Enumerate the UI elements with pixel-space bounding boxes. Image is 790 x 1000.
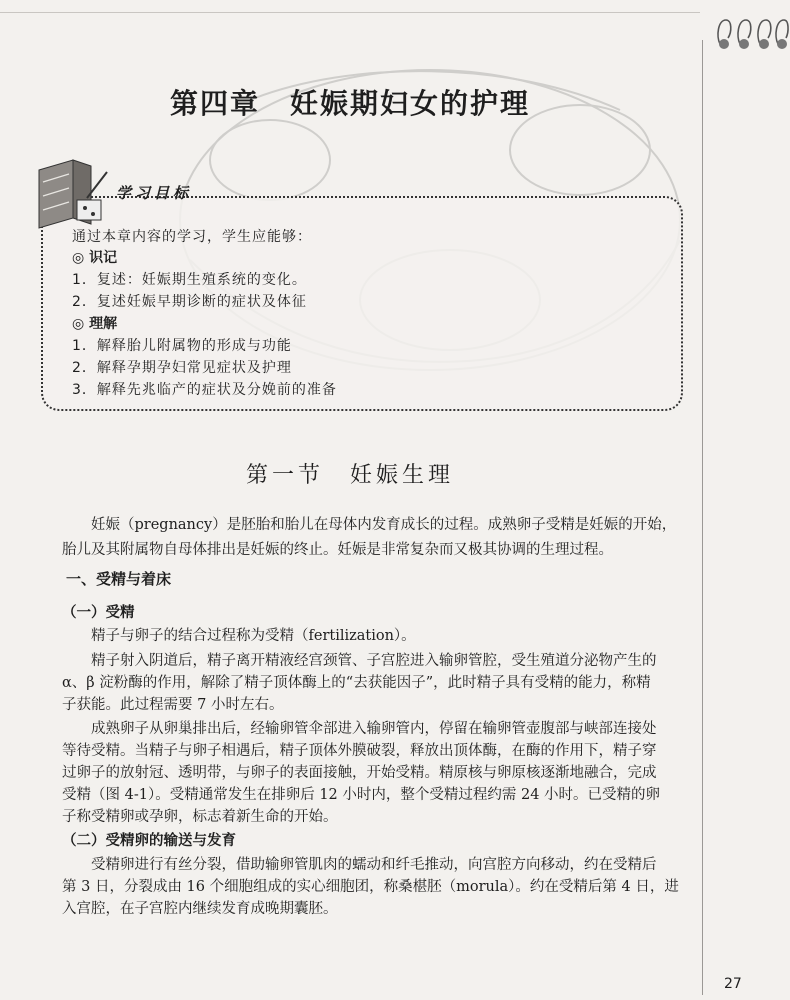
heading-level-1: 一、受精与着床 [66, 570, 172, 588]
goals-group-heading: ◎ 识记 [72, 250, 118, 266]
paragraph-line: 子称受精卵或孕卵，标志着新生命的开始。 [62, 809, 338, 825]
paragraph-line: α、β 淀粉酶的作用，解除了精子顶体酶上的“去获能因子”，此时精子具有受精的能力，称精 [62, 675, 651, 691]
books-icon [33, 152, 113, 232]
heading-level-2: （一）受精 [62, 605, 135, 621]
goals-intro: 通过本章内容的学习，学生应能够： [72, 229, 312, 245]
goals-item: 1．解释胎儿附属物的形成与功能 [72, 338, 292, 354]
paragraph-line: 过卵子的放射冠、透明带，与卵子的表面接触，开始受精。精原核与卵原核逐渐地融合，完成 [62, 765, 657, 781]
binder-rings-icon [712, 14, 790, 50]
goals-item: 1．复述：妊娠期生殖系统的变化。 [72, 272, 307, 288]
chapter-title: 第四章 妊娠期妇女的护理 [169, 87, 530, 120]
heading-level-2: （二）受精卵的输送与发育 [62, 833, 236, 849]
goals-item: 2．解释孕期孕妇常见症状及护理 [72, 360, 292, 376]
definition-line: 精子与卵子的结合过程称为受精（fertilization）。 [91, 628, 416, 644]
paragraph-line: 受精（图 4-1）。受精通常发生在排卵后 12 小时内，整个受精过程约需 24 小时。已受精的卵 [62, 787, 661, 803]
goals-item: 2．复述妊娠早期诊断的症状及体征 [72, 294, 307, 310]
header-rule [0, 12, 700, 13]
paragraph-line: 入宫腔，在子宫腔内继续发育成晚期囊胚。 [62, 901, 338, 917]
section-title: 第一节 妊娠生理 [245, 463, 454, 488]
intro-line: 妊娠（pregnancy）是胚胎和胎儿在母体内发育成长的过程。成熟卵子受精是妊娠的开始， [91, 517, 677, 533]
paragraph-line: 精子射入阴道后，精子离开精液经宫颈管、子宫腔进入输卵管腔，受生殖道分泌物产生的 [91, 653, 657, 669]
paragraph-line: 子获能。此过程需要 7 小时左右。 [62, 697, 284, 713]
goals-group-heading: ◎ 理解 [72, 316, 118, 332]
paragraph-line: 受精卵进行有丝分裂，借助输卵管肌肉的蠕动和纤毛推动，向宫腔方向移动，约在受精后 [91, 857, 657, 873]
margin-rule [702, 40, 703, 995]
page-number: 27 [724, 976, 742, 992]
paragraph-line: 等待受精。当精子与卵子相遇后，精子顶体外膜破裂，释放出顶体酶，在酶的作用下，精子穿 [62, 743, 657, 759]
learning-goals-label: 学习目标 [116, 184, 193, 202]
paragraph-line: 第 3 日，分裂成由 16 个细胞组成的实心细胞团，称桑椹胚（morula）。约在受精后第 4 日，进 [62, 879, 679, 895]
goals-item: 3．解释先兆临产的症状及分娩前的准备 [72, 382, 337, 398]
intro-line: 胎儿及其附属物自母体排出是妊娠的终止。妊娠是非常复杂而又极其协调的生理过程。 [62, 542, 613, 558]
paragraph-line: 成熟卵子从卵巢排出后，经输卵管伞部进入输卵管内，停留在输卵管壶腹部与峡部连接处 [91, 721, 657, 737]
